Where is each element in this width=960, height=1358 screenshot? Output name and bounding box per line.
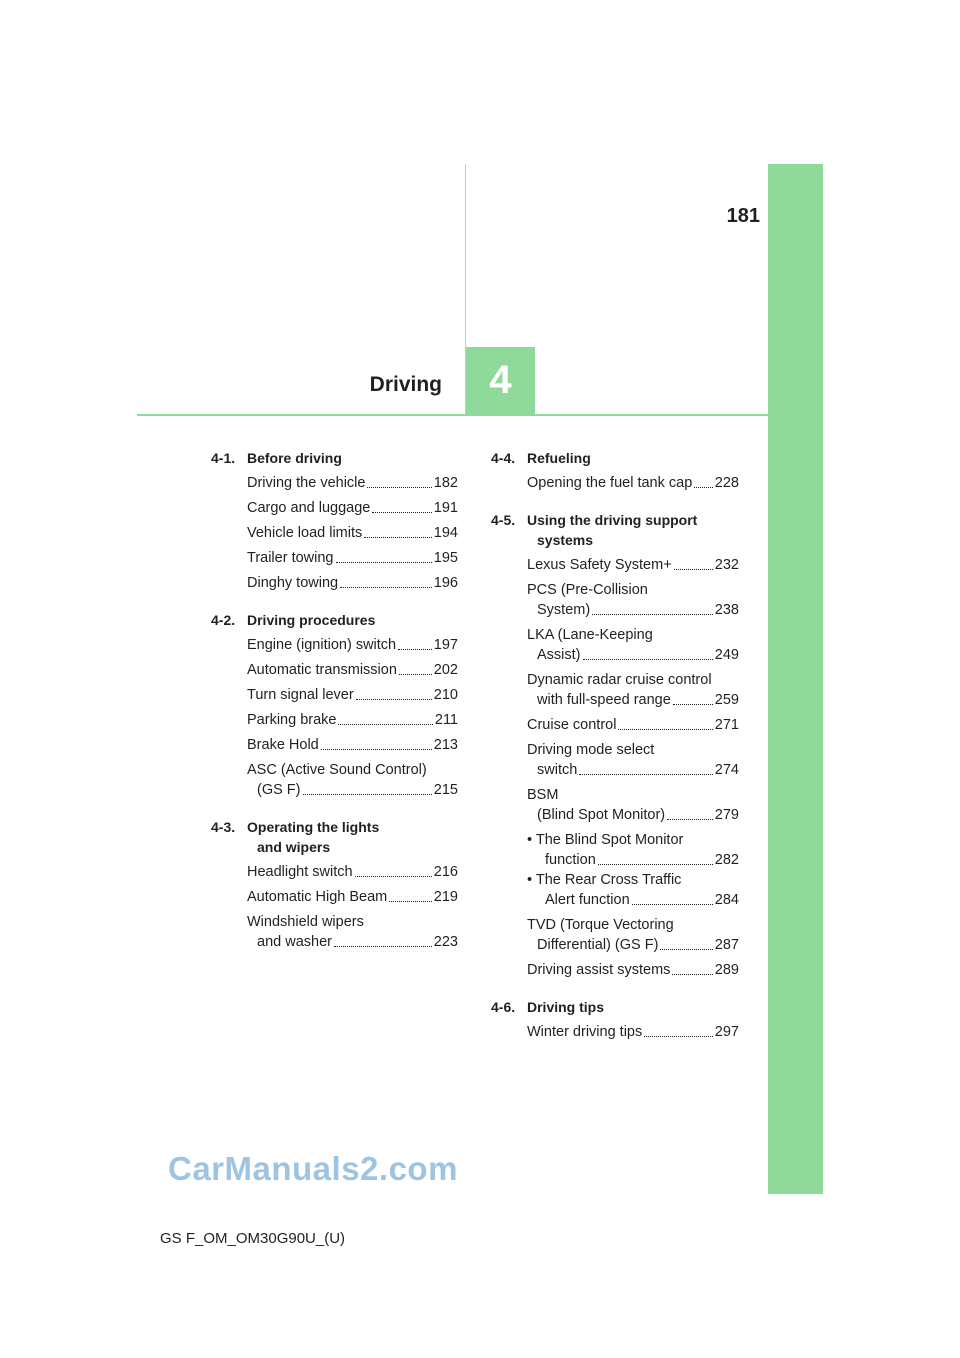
section-title: Driving tips bbox=[527, 999, 605, 1015]
toc-section-heading bbox=[491, 510, 739, 550]
entry-page: 297 bbox=[714, 1024, 739, 1040]
dot-leader bbox=[321, 749, 432, 750]
section-title-line1: Using the driving support bbox=[527, 512, 698, 528]
section-number: 4-1. bbox=[211, 450, 236, 466]
entry-page: 271 bbox=[714, 717, 739, 733]
dot-leader bbox=[673, 704, 713, 705]
entry-page: 195 bbox=[433, 550, 458, 566]
toc-entry[interactable] bbox=[247, 760, 458, 800]
entry-label: Automatic High Beam bbox=[247, 889, 388, 905]
footer-document-code: GS F_OM_OM30G90U_(U) bbox=[160, 1230, 346, 1247]
toc-entry[interactable] bbox=[247, 635, 458, 655]
entry-page: 191 bbox=[433, 500, 458, 516]
section-title: Refueling bbox=[527, 450, 591, 466]
toc-entry[interactable] bbox=[247, 473, 458, 493]
toc-entry[interactable] bbox=[247, 862, 458, 882]
dot-leader bbox=[338, 724, 432, 725]
toc-entry[interactable] bbox=[247, 735, 458, 755]
toc-entry[interactable] bbox=[247, 573, 458, 593]
toc-entry[interactable] bbox=[247, 685, 458, 705]
toc-section-heading bbox=[211, 448, 458, 468]
section-number: 4-4. bbox=[491, 450, 516, 466]
entry-page: 282 bbox=[714, 852, 739, 868]
section-number: 4-5. bbox=[491, 512, 516, 528]
toc-entry[interactable] bbox=[527, 785, 739, 825]
toc-entry[interactable] bbox=[247, 912, 458, 952]
dot-leader bbox=[367, 487, 431, 488]
entry-page: 211 bbox=[434, 712, 458, 728]
entry-label-cont: Assist) bbox=[537, 647, 581, 663]
entry-label: Headlight switch bbox=[247, 864, 353, 880]
entry-label: Dynamic radar cruise control bbox=[527, 672, 712, 688]
entry-page: 223 bbox=[433, 934, 458, 950]
toc-entry[interactable] bbox=[527, 740, 739, 780]
toc-subentry[interactable] bbox=[527, 830, 739, 870]
header-divider-horizontal bbox=[137, 414, 768, 416]
toc-entry[interactable] bbox=[527, 555, 739, 575]
chapter-number: 4 bbox=[489, 358, 512, 402]
dot-leader bbox=[579, 774, 713, 775]
entry-page: 274 bbox=[714, 762, 739, 778]
entry-label: Brake Hold bbox=[247, 737, 319, 753]
entry-page: 284 bbox=[714, 892, 739, 908]
toc-entry[interactable] bbox=[527, 670, 739, 710]
entry-page: 289 bbox=[714, 962, 739, 978]
entry-page: 219 bbox=[433, 889, 458, 905]
dot-leader bbox=[356, 699, 432, 700]
toc-entry[interactable] bbox=[527, 473, 739, 493]
entry-page: 182 bbox=[433, 475, 458, 491]
toc-section-heading bbox=[491, 448, 739, 468]
toc-entry[interactable] bbox=[527, 715, 739, 735]
entry-label: BSM bbox=[527, 787, 559, 803]
section-title-line1: Operating the lights bbox=[247, 819, 380, 835]
section-number: 4-6. bbox=[491, 999, 516, 1015]
entry-label: Driving mode select bbox=[527, 742, 655, 758]
entry-page: 194 bbox=[433, 525, 458, 541]
toc-section-heading bbox=[491, 997, 739, 1017]
toc-subentry[interactable] bbox=[527, 870, 739, 910]
dot-leader bbox=[672, 974, 712, 975]
dot-leader bbox=[592, 614, 713, 615]
entry-page: 196 bbox=[433, 575, 458, 591]
entry-label: TVD (Torque Vectoring bbox=[527, 917, 674, 933]
entry-label-cont: System) bbox=[537, 602, 591, 618]
section-number: 4-3. bbox=[211, 819, 236, 835]
entry-label-cont: and washer bbox=[257, 934, 332, 950]
dot-leader bbox=[355, 876, 432, 877]
dot-leader bbox=[340, 587, 432, 588]
entry-label-cont: Differential) (GS F) bbox=[537, 937, 659, 953]
entry-label: Dinghy towing bbox=[247, 575, 339, 591]
entry-page: 215 bbox=[433, 782, 458, 798]
toc-entry[interactable] bbox=[527, 1022, 739, 1042]
entry-label: Driving the vehicle bbox=[247, 475, 366, 491]
toc-entry[interactable] bbox=[527, 960, 739, 980]
toc-right-column bbox=[491, 448, 739, 1047]
dot-leader bbox=[694, 487, 713, 488]
toc-entry[interactable] bbox=[527, 580, 739, 620]
dot-leader bbox=[364, 537, 432, 538]
entry-page: 287 bbox=[714, 937, 739, 953]
section-number: 4-2. bbox=[211, 612, 236, 628]
entry-label: Driving assist systems bbox=[527, 962, 671, 978]
entry-label: Automatic transmission bbox=[247, 662, 397, 678]
dot-leader bbox=[583, 659, 713, 660]
entry-label: Windshield wipers bbox=[247, 914, 364, 930]
entry-label: Engine (ignition) switch bbox=[247, 637, 397, 653]
dot-leader bbox=[660, 949, 712, 950]
entry-label-cont: function bbox=[545, 852, 596, 868]
toc-section-heading bbox=[211, 610, 458, 630]
toc-entry[interactable] bbox=[247, 887, 458, 907]
entry-label: • The Rear Cross Traffic bbox=[527, 872, 682, 888]
entry-page: 213 bbox=[433, 737, 458, 753]
page-number: 181 bbox=[726, 205, 760, 227]
section-title-line2: systems bbox=[537, 532, 594, 548]
entry-label: ASC (Active Sound Control) bbox=[247, 762, 427, 778]
dot-leader bbox=[389, 901, 432, 902]
dot-leader bbox=[632, 904, 713, 905]
section-title bbox=[247, 817, 458, 857]
dot-leader bbox=[674, 569, 713, 570]
entry-label: PCS (Pre-Collision bbox=[527, 582, 648, 598]
entry-label: Vehicle load limits bbox=[247, 525, 363, 541]
entry-page: 228 bbox=[714, 475, 739, 491]
watermark: CarManuals2.com bbox=[168, 1150, 458, 1187]
entry-label: Cargo and luggage bbox=[247, 500, 371, 516]
chapter-side-tab bbox=[768, 164, 823, 1194]
entry-label-cont: switch bbox=[537, 762, 578, 778]
toc-entry[interactable] bbox=[247, 548, 458, 568]
entry-label-cont: Alert function bbox=[545, 892, 630, 908]
entry-page: 210 bbox=[433, 687, 458, 703]
dot-leader bbox=[399, 674, 432, 675]
chapter-title: Driving bbox=[369, 373, 442, 396]
entry-label-cont: with full-speed range bbox=[537, 692, 671, 708]
toc-entry[interactable] bbox=[247, 660, 458, 680]
entry-label: LKA (Lane-Keeping bbox=[527, 627, 653, 643]
entry-page: 238 bbox=[714, 602, 739, 618]
entry-label: Opening the fuel tank cap bbox=[527, 475, 693, 491]
entry-page: 249 bbox=[714, 647, 739, 663]
entry-page: 259 bbox=[714, 692, 739, 708]
chapter-number-box bbox=[466, 347, 535, 414]
toc-entry[interactable] bbox=[247, 710, 458, 730]
toc-entry[interactable] bbox=[247, 523, 458, 543]
section-title-line2: and wipers bbox=[257, 839, 331, 855]
entry-label: Cruise control bbox=[527, 717, 617, 733]
entry-page: 279 bbox=[714, 807, 739, 823]
dot-leader bbox=[398, 649, 432, 650]
toc-entry[interactable] bbox=[247, 498, 458, 518]
toc-entry[interactable] bbox=[527, 625, 739, 665]
toc-section-heading bbox=[211, 817, 458, 857]
entry-page: 216 bbox=[433, 864, 458, 880]
entry-label: Turn signal lever bbox=[247, 687, 354, 703]
dot-leader bbox=[303, 794, 432, 795]
entry-label: Winter driving tips bbox=[527, 1024, 643, 1040]
dot-leader bbox=[667, 819, 713, 820]
section-title: Before driving bbox=[247, 450, 342, 466]
entry-label: • The Blind Spot Monitor bbox=[527, 832, 684, 848]
entry-page: 197 bbox=[433, 637, 458, 653]
dot-leader bbox=[598, 864, 713, 865]
entry-label-cont: (Blind Spot Monitor) bbox=[537, 807, 666, 823]
entry-label: Lexus Safety System+ bbox=[527, 557, 672, 573]
entry-label: Parking brake bbox=[247, 712, 337, 728]
dot-leader bbox=[644, 1036, 713, 1037]
entry-page: 232 bbox=[714, 557, 739, 573]
dot-leader bbox=[334, 946, 432, 947]
entry-page: 202 bbox=[433, 662, 458, 678]
dot-leader bbox=[372, 512, 431, 513]
entry-label: Trailer towing bbox=[247, 550, 334, 566]
dot-leader bbox=[336, 562, 432, 563]
section-title: Driving procedures bbox=[247, 612, 376, 628]
entry-label-cont: (GS F) bbox=[257, 782, 301, 798]
section-title bbox=[527, 510, 739, 550]
toc-entry[interactable] bbox=[527, 915, 739, 955]
toc-left-column bbox=[211, 448, 458, 957]
dot-leader bbox=[618, 729, 712, 730]
